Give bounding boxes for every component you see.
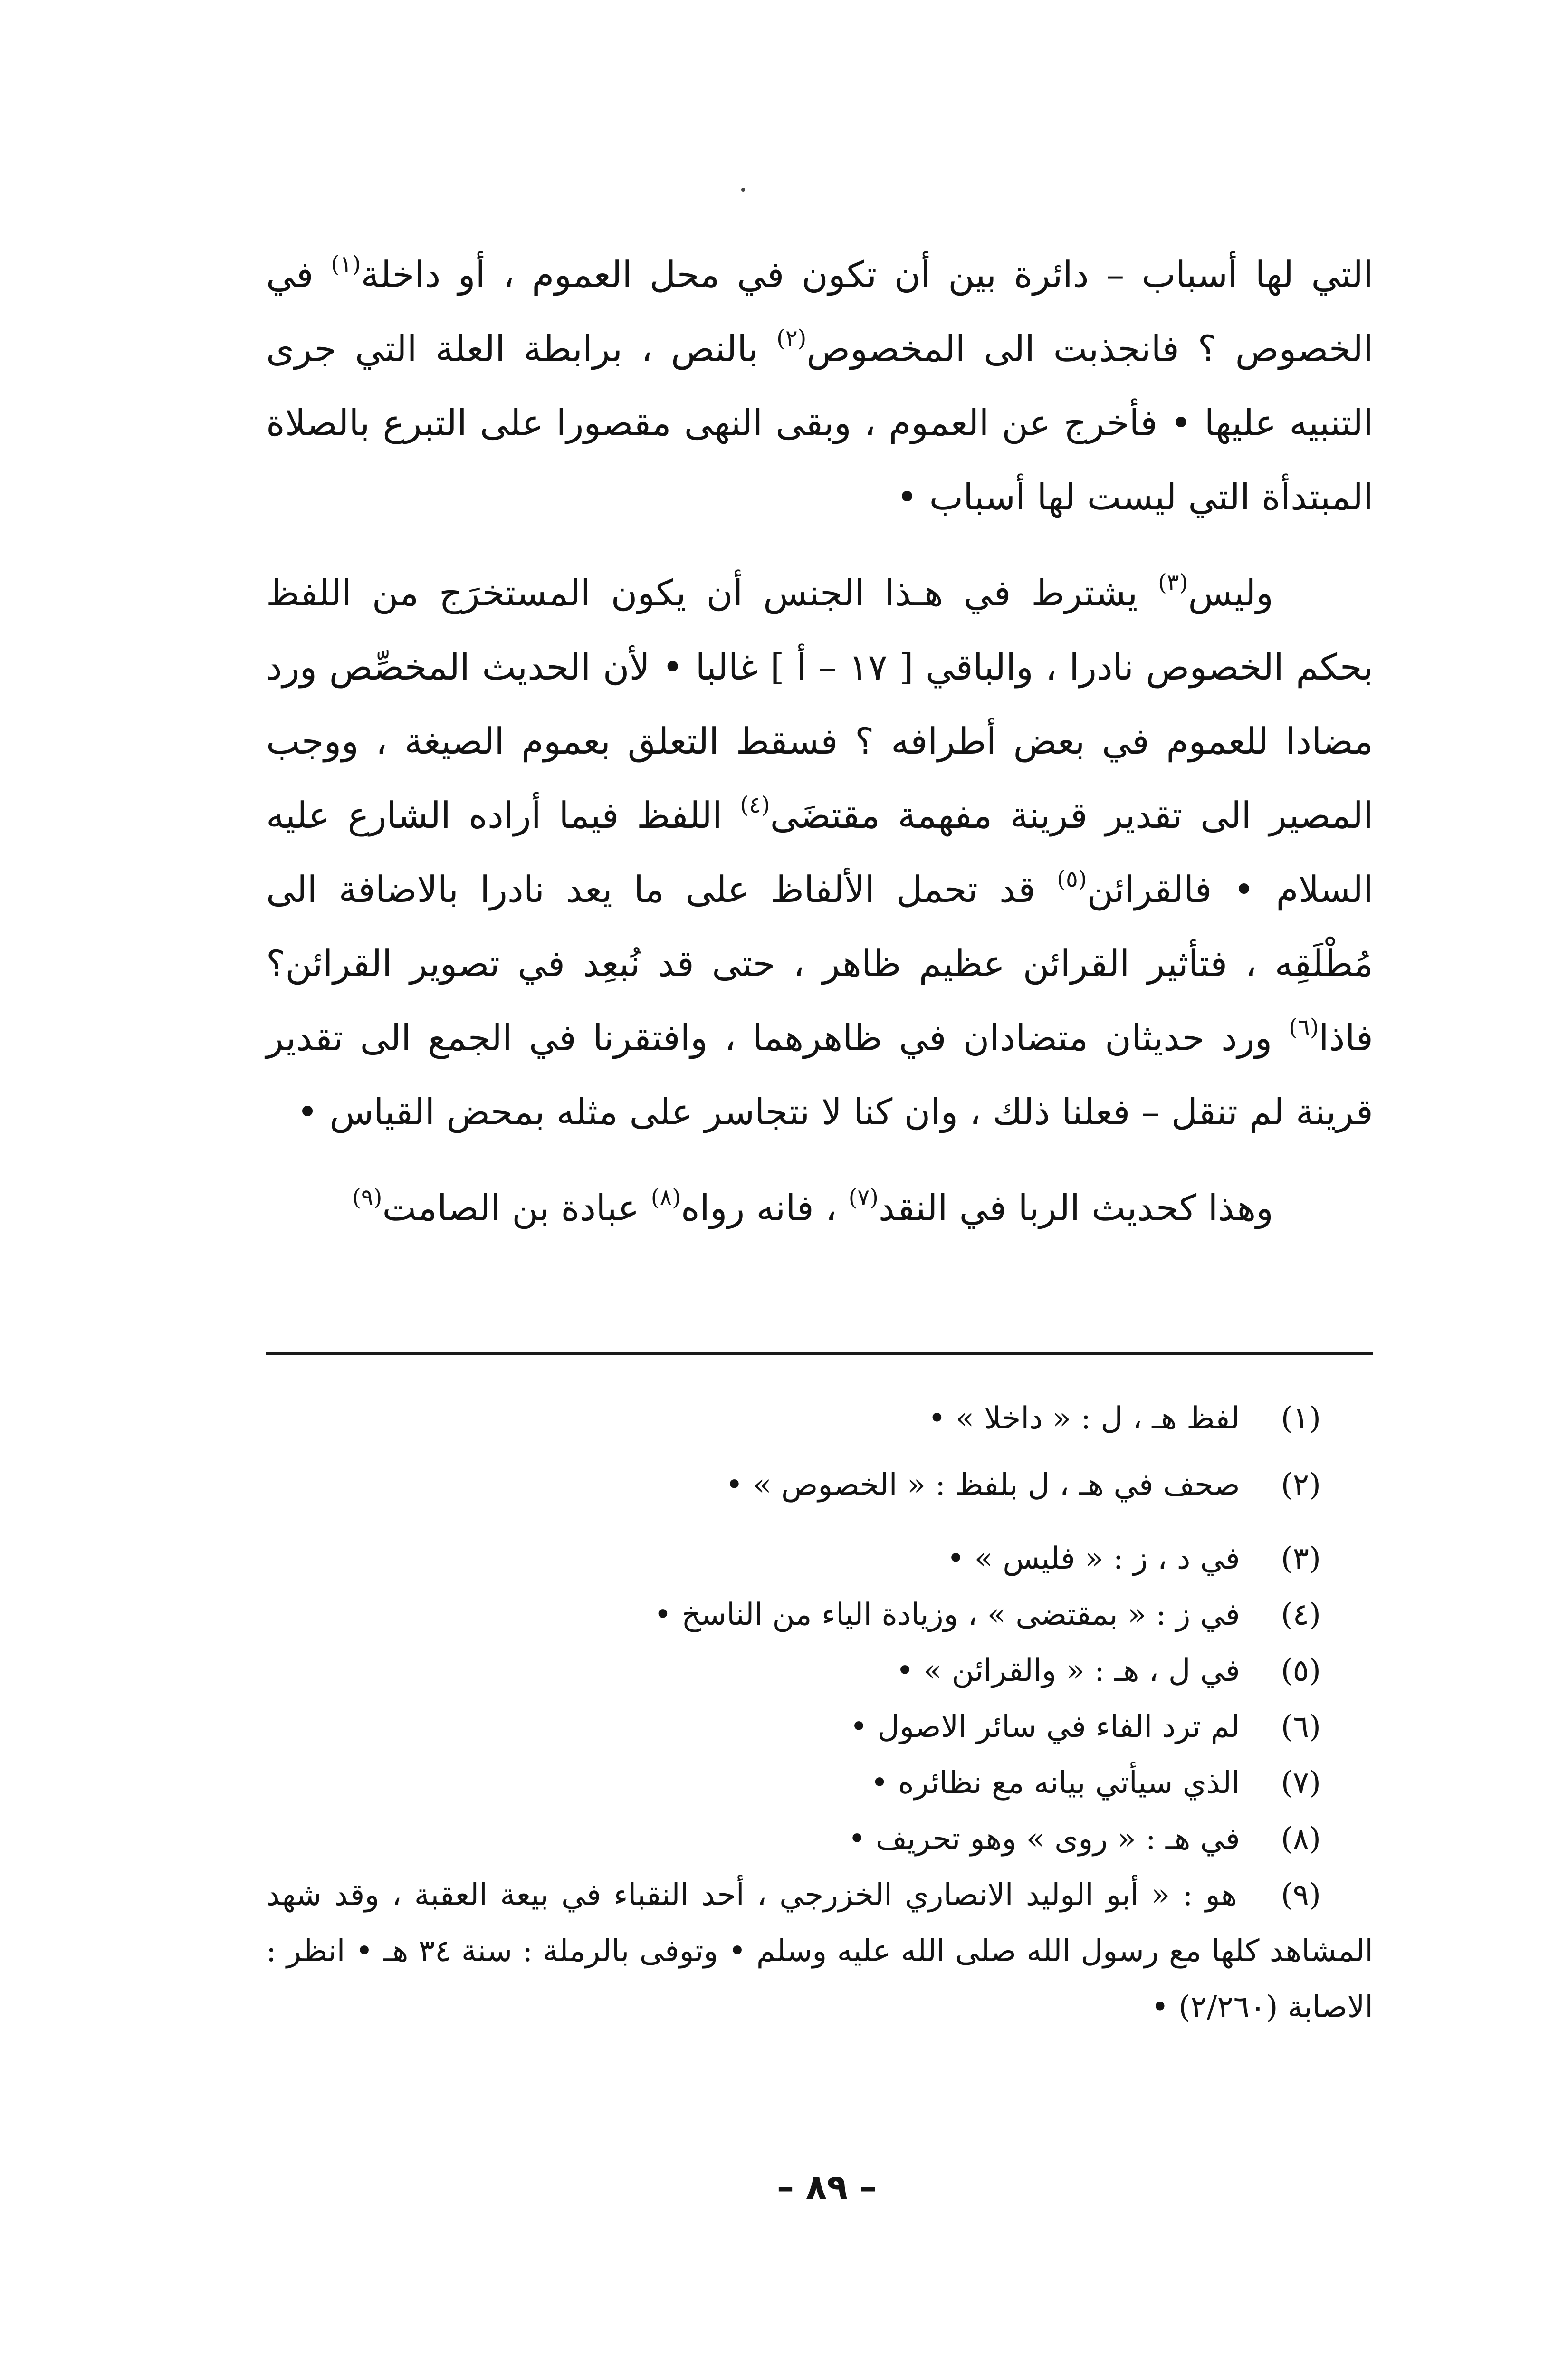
paragraph-3	[266, 1171, 1373, 1245]
paragraph-1	[266, 238, 1373, 534]
footnote-7	[266, 1755, 1373, 1811]
footnote-number: (٨)	[1281, 1821, 1321, 1857]
footnote-ref-1: (١)	[331, 251, 361, 278]
footnote-ref-5: (٥)	[1057, 866, 1087, 892]
footnote-ref-3: (٣)	[1158, 569, 1188, 596]
main-text	[266, 238, 1373, 1245]
footnote-number: (٦)	[1281, 1709, 1321, 1744]
paragraph-2-text-5: ورد حديثان متضادان في ظاهرهما ، وافتقرنا في الجمع الى تقدير قرينة لم تنقل – فعلنا ذلك ، وان كنا لا نتجاسر على مثله بمحض القياس •	[266, 1016, 1373, 1133]
footnotes	[266, 1385, 1373, 2035]
footnote-8	[266, 1811, 1373, 1867]
footnote-text: في د ، ز : « فليس » •	[947, 1541, 1240, 1576]
footnote-text: في ز : « بمقتضى » ، وزيادة الياء من الناسخ •	[654, 1597, 1240, 1632]
footnote-text: لم ترد الفاء في سائر الاصول •	[850, 1709, 1240, 1744]
footnote-ref-4: (٤)	[740, 792, 770, 818]
footnote-number: (٧)	[1281, 1765, 1321, 1801]
paragraph-3-text-3: عبادة بن الصامت	[382, 1187, 651, 1229]
footnote-number: (٩)	[1281, 1878, 1321, 1913]
footnote-text: الذي سيأتي بيانه مع نظائره •	[870, 1765, 1240, 1801]
stray-dot-mark	[741, 188, 745, 192]
footnote-ref-7: (٧)	[848, 1184, 879, 1211]
footnote-text: لفظ هـ ، ل : « داخلا » •	[927, 1401, 1240, 1436]
footnote-2	[266, 1452, 1373, 1518]
footnote-number: (٢)	[1281, 1467, 1321, 1503]
paragraph-2-text-3: اللفظ فيما أراده الشارع عليه السلام • فالقرائن	[266, 794, 1373, 910]
paragraph-2-text-2: يشترط في هـذا الجنس أن يكون المستخرَج من اللفظ بحكم الخصوص نادرا ، والباقي [ ١٧ – أ ] غالبا • لأن الحديث المخصِّص ورد مضادا للعموم في بعض أطرافه ؟ فسقط التعلق بعموم الصيغة ، ووجب المصير الى تقدير قرينة مفهمة مقتضَى	[266, 572, 1373, 836]
paragraph-3-text-1: وهذا كحديث الربا في النقد	[878, 1187, 1273, 1229]
paragraph-1-text-1: التي لها أسباب – دائرة بين أن تكون في محل العموم ، أو داخلة	[361, 253, 1373, 296]
footnote-number: (٥)	[1281, 1653, 1321, 1688]
paragraph-2-text-4: قد تحمل الألفاظ على ما يعد نادرا بالاضافة الى مُطْلَقِه ، فتأثير القرائن عظيم ظاهر ، حتى قد نُبعِد في تصوير القرائن؟ فاذا	[266, 868, 1374, 1059]
paragraph-2-text-1: وليس	[1188, 572, 1273, 614]
footnote-text: في هـ : « روى » وهو تحريف •	[848, 1821, 1240, 1857]
paragraph-3-text-2: ، فانه رواه	[680, 1187, 849, 1229]
footnote-5	[266, 1643, 1373, 1699]
footnote-text: هو : « أبو الوليد الانصاري الخزرجي ، أحد النقباء في بيعة العقبة ، وقد شهد المشاهد كلها مع رسول الله صلى الله عليه وسلم • وتوفى بالرملة : سنة ٣٤ هـ • انظر : الاصابة (٢/٢٦٠) •	[266, 1878, 1374, 2025]
footnote-3	[266, 1531, 1373, 1587]
footnote-6	[266, 1699, 1373, 1755]
footnote-number: (١)	[1281, 1401, 1321, 1436]
footnote-number: (٤)	[1281, 1597, 1321, 1632]
paragraph-1-text-2: في الخصوص ؟ فانجذبت الى المخصوص	[266, 253, 1373, 370]
footnote-1	[266, 1385, 1373, 1452]
footnote-ref-9: (٩)	[352, 1184, 382, 1211]
footnote-number: (٣)	[1281, 1541, 1321, 1576]
footnote-ref-6: (٦)	[1289, 1014, 1319, 1041]
paragraph-2	[266, 556, 1373, 1149]
footnote-text: في ل ، هـ : « والقرائن » •	[896, 1653, 1240, 1688]
footnote-divider	[266, 1352, 1373, 1355]
footnote-9	[266, 1867, 1373, 2035]
footnote-ref-8: (٨)	[650, 1184, 681, 1211]
footnote-text: صحف في هـ ، ل بلفظ : « الخصوص » •	[725, 1467, 1240, 1503]
paragraph-1-text-3: بالنص ، برابطة العلة التي جرى التنبيه عليها • فأخرج عن العموم ، وبقى النهى مقصورا على التبرع بالصلاة المبتدأة التي ليست لها أسباب •	[266, 327, 1373, 518]
footnote-ref-2: (٢)	[776, 325, 807, 352]
page-number: – ٨٩ –	[776, 2167, 877, 2207]
footnote-4	[266, 1587, 1373, 1643]
